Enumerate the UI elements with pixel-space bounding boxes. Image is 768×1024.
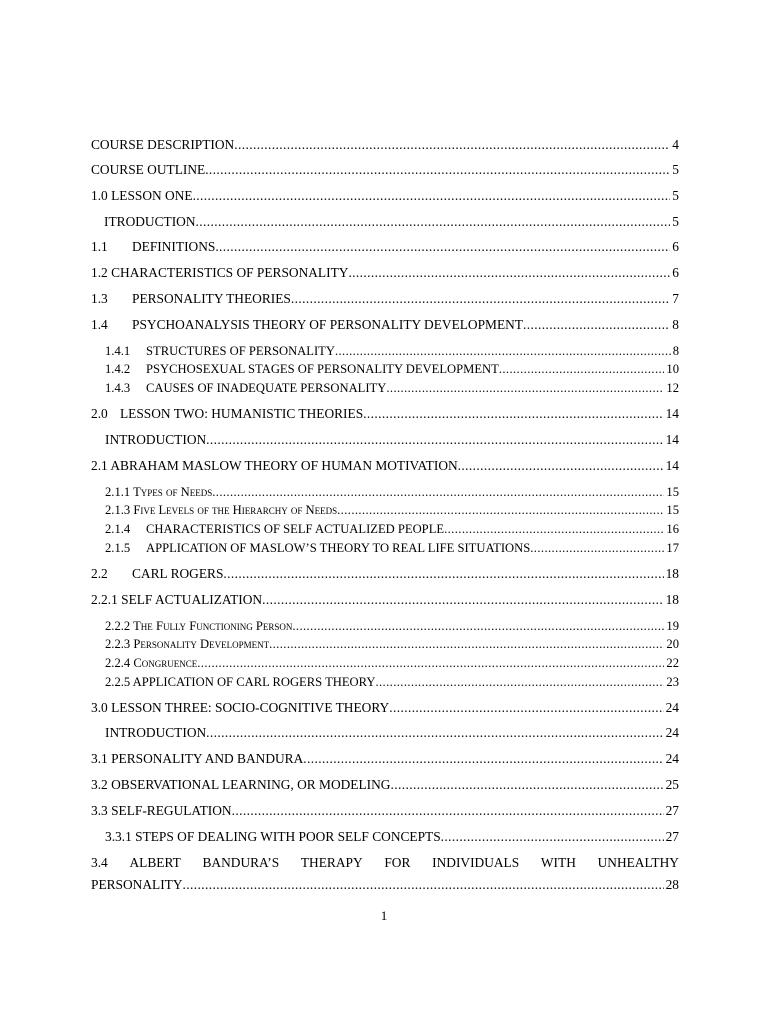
toc-entry-page: 14	[665, 406, 679, 421]
leader-dots	[386, 380, 664, 396]
leader-dots	[363, 406, 663, 422]
toc-entry-page: 22	[666, 656, 679, 670]
toc-entry[interactable]	[91, 239, 679, 255]
toc-entry[interactable]	[91, 380, 679, 396]
toc-entry-title: COURSE DESCRIPTION	[91, 137, 235, 152]
toc-entry-page: 23	[666, 675, 679, 689]
leader-dots	[212, 484, 664, 500]
toc-entry[interactable]	[91, 655, 679, 671]
toc-entry-title: PSYCHOSEXUAL STAGES OF PERSONALITY DEVELOPMENT	[146, 362, 499, 376]
leader-dots	[183, 877, 664, 893]
table-of-contents	[91, 0, 679, 1024]
toc-entry-page: 25	[665, 777, 679, 792]
toc-entry-title: 2.2.3 Personality Development	[105, 637, 270, 651]
toc-entry-page: 15	[666, 485, 679, 499]
toc-entry-title: STRUCTURES OF PERSONALITY	[146, 344, 335, 358]
toc-entry-title: PERSONALITY THEORIES	[132, 291, 291, 306]
leader-dots	[197, 655, 664, 671]
leader-dots	[205, 162, 670, 178]
toc-entry-number: 2.0	[91, 406, 108, 421]
leader-dots	[215, 239, 670, 255]
toc-entry-number: 1.4	[91, 317, 108, 332]
toc-entry[interactable]	[91, 432, 679, 448]
leader-dots	[441, 829, 664, 845]
leader-dots	[335, 343, 671, 359]
toc-entry[interactable]	[91, 521, 679, 537]
leader-dots	[337, 502, 664, 518]
toc-entry-number: 2.2	[91, 566, 108, 581]
toc-entry-word: ALBERT	[129, 855, 181, 870]
toc-entry-page: 24	[665, 725, 679, 740]
toc-entry-page: 6	[672, 265, 679, 280]
toc-entry[interactable]	[91, 674, 679, 690]
toc-entry[interactable]	[91, 502, 679, 518]
toc-entry-word: 3.4	[91, 855, 108, 870]
toc-entry-page: 14	[665, 432, 679, 447]
toc-entry-page: 4	[672, 137, 679, 152]
page-number: 1	[380, 908, 388, 923]
toc-entry-page: 15	[666, 503, 679, 517]
toc-entry-page: 8	[672, 344, 679, 358]
leader-dots	[234, 137, 670, 153]
toc-entry-number: 1.3	[91, 291, 108, 306]
toc-entry-title: 3.0 LESSON THREE: SOCIO-COGNITIVE THEORY	[91, 700, 390, 715]
toc-entry-title-line2: PERSONALITY	[91, 877, 183, 892]
toc-entry[interactable]	[91, 406, 679, 422]
toc-entry[interactable]	[91, 343, 679, 359]
toc-entry[interactable]	[91, 566, 679, 582]
leader-dots	[523, 317, 670, 333]
toc-entry-word: THERAPY	[300, 855, 363, 870]
toc-entry-page: 28	[665, 877, 679, 892]
toc-entry-page: 6	[672, 239, 679, 254]
toc-entry[interactable]	[91, 188, 679, 204]
toc-entry-title: PSYCHOANALYSIS THEORY OF PERSONALITY DEVELOPMENT	[132, 317, 523, 332]
toc-entry-title: 1.0 LESSON ONE	[91, 188, 193, 203]
toc-entry-word: INDIVIDUALS	[432, 855, 520, 870]
toc-entry-page: 27	[665, 829, 679, 844]
leader-dots	[292, 618, 664, 634]
toc-entry[interactable]	[91, 540, 679, 556]
toc-entry-page: 10	[666, 362, 679, 376]
toc-entry-page: 17	[666, 541, 679, 555]
leader-dots	[269, 636, 664, 652]
toc-entry[interactable]	[91, 751, 679, 767]
leader-dots	[232, 803, 664, 819]
toc-entry-title: 3.1 PERSONALITY AND BANDURA	[91, 751, 304, 766]
toc-entry[interactable]	[91, 725, 679, 741]
toc-entry-number: 1.4.2	[105, 362, 131, 376]
toc-entry-title: 2.1.3 Five Levels of the Hierarchy of Needs	[105, 503, 338, 517]
toc-entry-page: 20	[666, 637, 679, 651]
toc-entry[interactable]	[91, 458, 679, 474]
toc-entry-word: BANDURA’S	[202, 855, 280, 870]
toc-entry-page: 7	[672, 291, 679, 306]
toc-entry-title-line1	[91, 855, 679, 871]
toc-entry[interactable]	[91, 700, 679, 716]
toc-entry-page: 27	[665, 803, 679, 818]
toc-entry-title: 2.2.1 SELF ACTUALIZATION	[91, 592, 263, 607]
toc-entry-page: 16	[666, 522, 679, 536]
toc-entry[interactable]	[91, 291, 679, 307]
toc-entry[interactable]	[91, 829, 679, 845]
toc-entry[interactable]	[91, 317, 679, 333]
toc-entry-page: 19	[666, 619, 679, 633]
leader-dots	[206, 725, 663, 741]
toc-entry[interactable]	[91, 592, 679, 608]
toc-entry-title: 2.2.5 APPLICATION OF CARL ROGERS THEORY	[105, 675, 376, 689]
toc-entry-page: 18	[665, 566, 679, 581]
toc-entry[interactable]	[91, 361, 679, 377]
toc-entry[interactable]	[91, 137, 679, 153]
leader-dots	[389, 700, 663, 716]
toc-entry-title: DEFINITIONS	[132, 239, 216, 254]
toc-entry-page: 5	[672, 188, 679, 203]
toc-entry[interactable]	[91, 265, 679, 281]
leader-dots	[223, 566, 663, 582]
toc-entry-title: 1.2 CHARACTERISTICS OF PERSONALITY	[91, 265, 349, 280]
leader-dots	[206, 432, 663, 448]
toc-entry-title: INTRODUCTION	[105, 725, 207, 740]
leader-dots	[375, 674, 664, 690]
toc-entry-page: 24	[665, 700, 679, 715]
toc-entry-title: 2.2.2 The Fully Functioning Person	[105, 619, 293, 633]
toc-entry-title: 2.1 ABRAHAM MASLOW THEORY OF HUMAN MOTIVATION	[91, 458, 458, 473]
toc-entry-number: 1.4.1	[105, 344, 131, 358]
toc-entry-word: FOR	[384, 855, 411, 870]
toc-entry-title: 2.2.4 Congruence	[105, 656, 198, 670]
toc-entry[interactable]	[91, 162, 679, 178]
toc-entry-page: 24	[665, 751, 679, 766]
leader-dots	[193, 188, 671, 204]
leader-dots	[196, 214, 671, 230]
toc-entry[interactable]	[91, 636, 679, 652]
toc-entry[interactable]	[91, 777, 679, 793]
toc-entry-page: 12	[666, 381, 679, 395]
toc-entry-page: 5	[672, 162, 679, 177]
toc-entry-page: 5	[672, 214, 679, 229]
toc-entry-title: INTRODUCTION	[105, 432, 207, 447]
leader-dots	[458, 458, 664, 474]
toc-entry-title: 2.1.1 Types of Needs	[105, 485, 213, 499]
toc-entry-number: 1.4.3	[105, 381, 131, 395]
leader-dots	[499, 361, 665, 377]
toc-entry-number: 2.1.5	[105, 541, 131, 555]
toc-entry-word: UNHEALTHY	[597, 855, 679, 870]
toc-entry[interactable]	[91, 855, 679, 893]
leader-dots	[530, 540, 664, 556]
toc-entry[interactable]	[91, 618, 679, 634]
toc-entry-title: CHARACTERISTICS OF SELF ACTUALIZED PEOPLE	[146, 522, 445, 536]
toc-entry-title: APPLICATION OF MASLOW’S THEORY TO REAL LIFE SITUATIONS	[146, 541, 531, 555]
leader-dots	[348, 265, 670, 281]
toc-entry-number: 2.1.4	[105, 522, 131, 536]
toc-entry-number: 1.1	[91, 239, 108, 254]
leader-dots	[262, 592, 664, 608]
toc-entry-title: CARL ROGERS	[132, 566, 224, 581]
toc-entry-title: 3.3 SELF-REGULATION	[91, 803, 232, 818]
toc-entry[interactable]	[91, 484, 679, 500]
toc-entry-title: CAUSES OF INADEQUATE PERSONALITY	[146, 381, 387, 395]
toc-entry-title: 3.2 OBSERVATIONAL LEARNING, OR MODELING	[91, 777, 391, 792]
toc-entry-title: LESSON TWO: HUMANISTIC THEORIES	[120, 406, 364, 421]
toc-entry[interactable]	[91, 803, 679, 819]
leader-dots	[390, 777, 663, 793]
leader-dots	[444, 521, 664, 537]
toc-entry-title: 3.3.1 STEPS OF DEALING WITH POOR SELF CONCEPTS	[105, 829, 441, 844]
toc-entry-title: ITRODUCTION	[104, 214, 196, 229]
leader-dots	[291, 291, 670, 307]
toc-entry-title: COURSE OUTLINE	[91, 162, 206, 177]
toc-entry-page: 14	[665, 458, 679, 473]
toc-entry[interactable]	[91, 214, 679, 230]
toc-entry-word: WITH	[540, 855, 576, 870]
toc-entry-page: 18	[665, 592, 679, 607]
toc-entry-page: 8	[672, 317, 679, 332]
leader-dots	[303, 751, 663, 767]
